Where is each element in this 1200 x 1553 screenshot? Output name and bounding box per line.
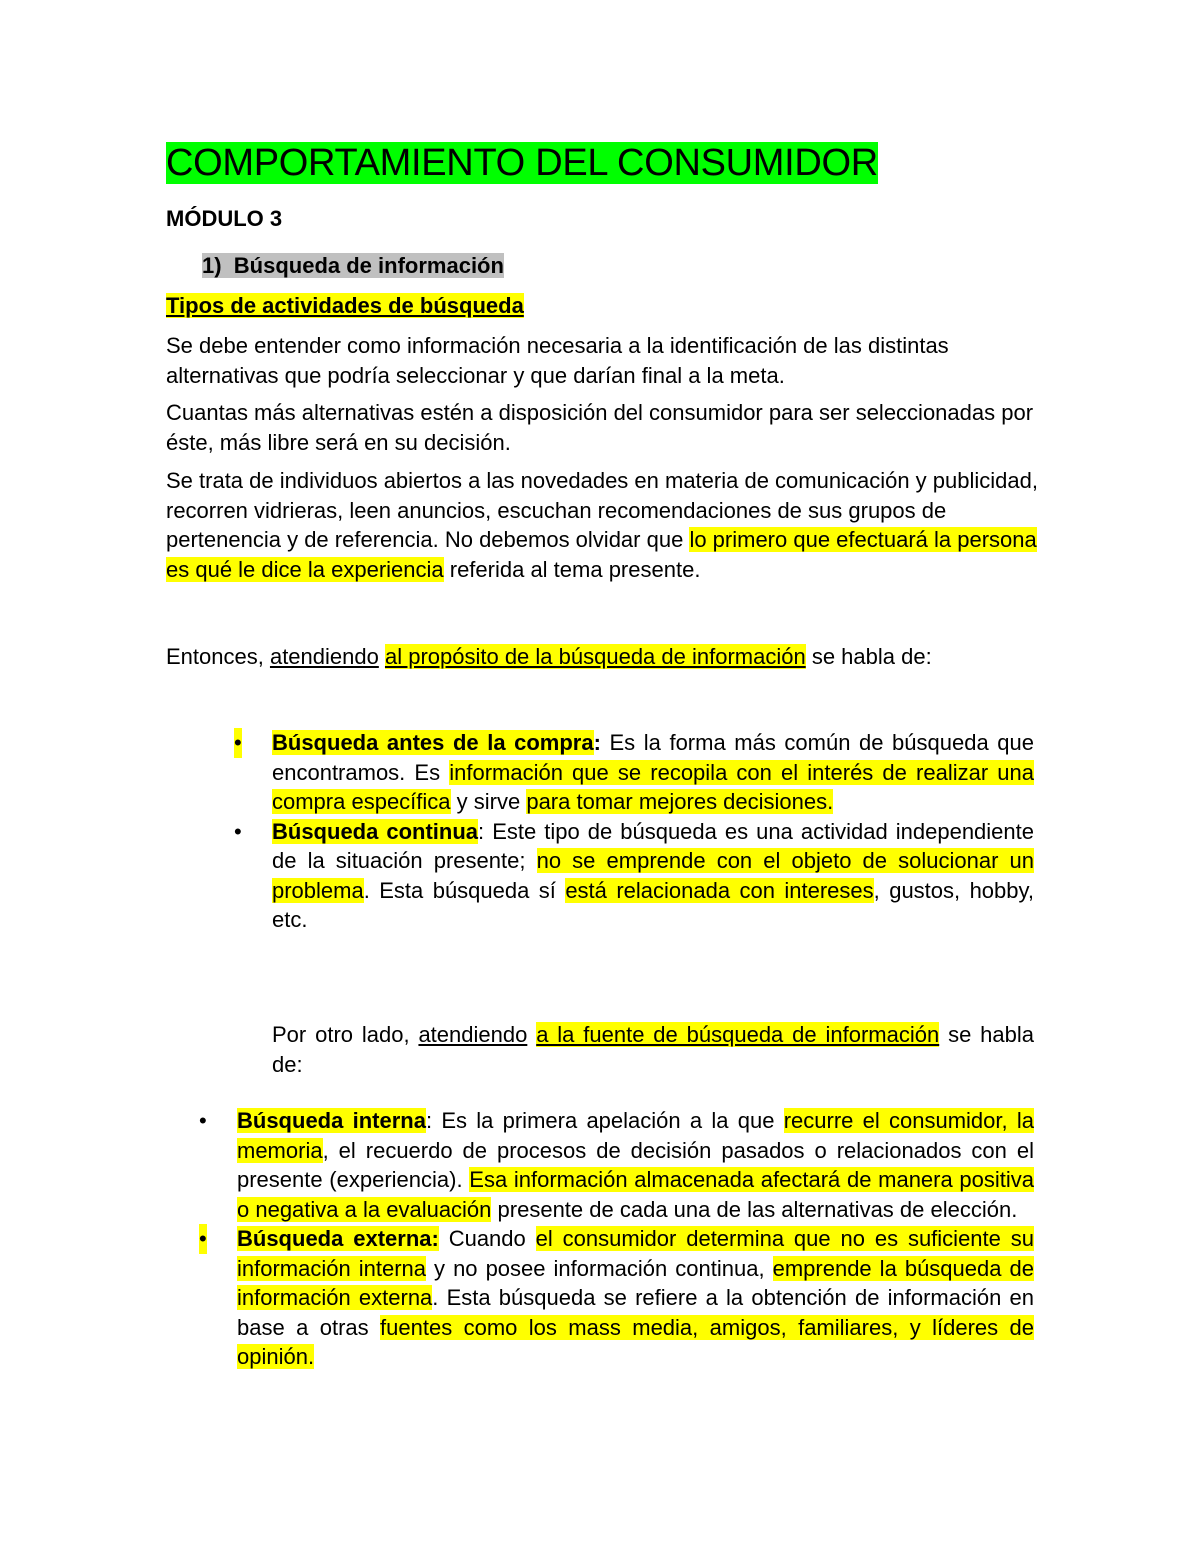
paragraph-5 [272, 1020, 1034, 1079]
list-item-highlight: está relacionada con intereses [565, 877, 874, 903]
bullet-icon: • [234, 818, 242, 844]
subheading-text: Tipos de actividades de búsqueda [166, 293, 524, 318]
list-item-highlight: Esa información almacenada afectará de manera positiva o negativa a la evaluación [237, 1167, 1034, 1222]
list-item-colon: : [593, 730, 601, 755]
list-item-highlight: fuentes como los mass media, amigos, familiares, y líderes de opinión. [237, 1314, 1034, 1369]
list-item-text: y no posee información continua, [426, 1255, 773, 1281]
list-item-highlight: para tomar mejores decisiones. [526, 789, 834, 814]
paragraph-5-underlined: atendiendo [418, 1022, 528, 1047]
list-item-term: Búsqueda antes de la compra [272, 730, 594, 755]
list-item-text: . Esta búsqueda sí [363, 877, 566, 903]
subheading [166, 291, 524, 321]
list-item-text: presente de cada una de las alternativas de elección. [491, 1196, 1018, 1222]
paragraph-2: Cuantas más alternativas estén a disposición del consumidor para ser seleccionadas por éste, más libre será en su decisión. [166, 400, 1034, 455]
document-title [166, 140, 878, 186]
paragraph-3-text-c: referida al tema presente. [443, 556, 701, 582]
paragraph-3 [166, 466, 1046, 584]
list-item-text: Es la primera apelación a la que [432, 1108, 784, 1133]
paragraph-4-underlined: atendiendo [269, 644, 379, 669]
list-item [199, 1224, 1035, 1372]
paragraph-3-text-a: Se trata de individuos abiertos a las novedades en materia de comunicación y publicidad, recorren vidrieras, leen anuncios, escuchan recomendaciones de sus grupos de pertenencia y de referencia. No debemos olvidar que [166, 468, 1038, 552]
list-item [234, 728, 1034, 817]
document-title-text: COMPORTAMIENTO DEL CONSUMIDOR [166, 142, 878, 184]
list-item-term: Búsqueda continua [272, 818, 479, 844]
paragraph-5-highlight: a la fuente de búsqueda de información [536, 1022, 940, 1047]
list-item-text: , el recuerdo de procesos de decisión pasados o relacionados con el presente (experiencia). [237, 1137, 1034, 1192]
bullet-icon: • [199, 1224, 207, 1254]
paragraph-5-text-e: se habla de: [272, 1022, 1034, 1077]
paragraph-4-text-a: Entonces, [166, 644, 270, 669]
list-item-highlight: información que se recopila con el interés de realizar una compra específica [272, 759, 1034, 814]
list-item-highlight: no se emprende con el objeto de solucionar un problema [272, 848, 1034, 903]
bullet-icon: • [199, 1108, 207, 1133]
source-list [199, 1106, 1035, 1372]
paragraph-4 [166, 642, 1046, 672]
list-item-text: , gustos, hobby, etc. [272, 877, 1034, 932]
paragraph-4-text-e: se habla de: [805, 644, 932, 669]
paragraph-1: Se debe entender como información necesaria a la identificación de las distintas alternativas que podría seleccionar y que darían final a la meta. [166, 333, 949, 388]
list-item [234, 817, 1034, 935]
section-heading-text: 1) Búsqueda de información [202, 253, 504, 278]
module-label: MÓDULO 3 [166, 206, 283, 231]
list-item-text: y sirve [450, 789, 527, 814]
list-item-colon: : [478, 818, 485, 844]
paragraph-3-highlight: lo primero que efectuará la persona es qué le dice la experiencia [166, 527, 1037, 582]
section-heading [202, 251, 504, 281]
list-item-text: . Esta búsqueda se refiere a la obtención de información en base a otras [237, 1285, 1034, 1340]
bullet-icon: • [234, 728, 242, 758]
paragraph-5-text-a: Por otro lado, [272, 1022, 419, 1047]
paragraph-4-highlight: al propósito de la búsqueda de información [384, 644, 806, 669]
purpose-list [234, 728, 1034, 935]
list-item-highlight: recurre el consumidor, la memoria [237, 1108, 1034, 1163]
list-item-term: Búsqueda externa: [237, 1226, 439, 1251]
list-item-term: Búsqueda interna [237, 1108, 426, 1133]
list-item-highlight: emprende la búsqueda de información externa [237, 1255, 1034, 1310]
list-item-highlight: el consumidor determina que no es suficiente su información interna [237, 1226, 1035, 1281]
list-item-text: Es la forma más común de búsqueda que encontramos. Es [272, 730, 1034, 785]
paragraph-5-space [527, 1022, 536, 1047]
list-item-text: Cuando [438, 1226, 536, 1251]
list-item-text: Este tipo de búsqueda es una actividad independiente de la situación presente; [272, 818, 1034, 873]
list-item [199, 1106, 1034, 1224]
list-item-colon: : [425, 1108, 433, 1133]
